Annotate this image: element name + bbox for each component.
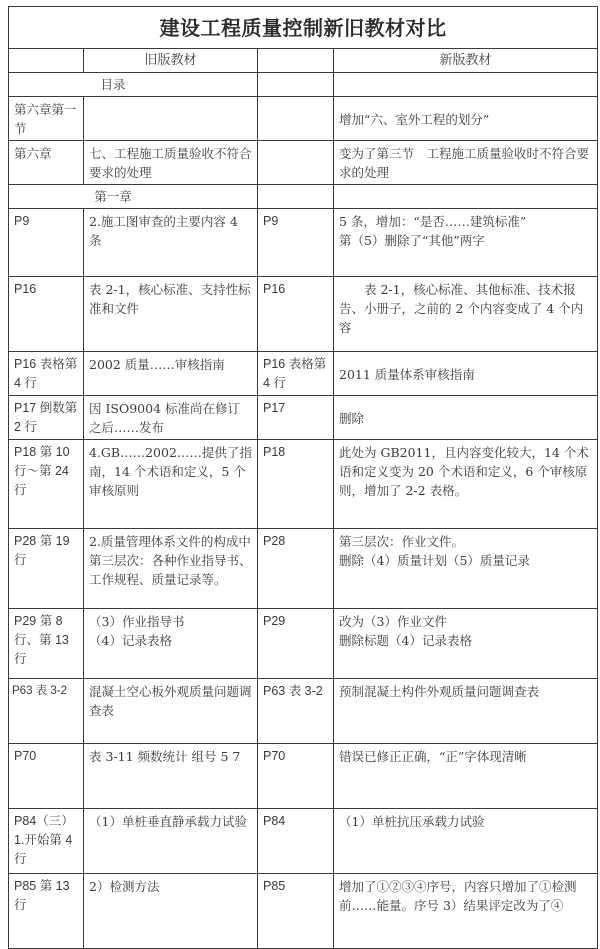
new-location: P63 表 3-2 [258,679,334,744]
new-location: P16 表格第 4 行 [258,352,334,396]
section-toc [9,73,258,97]
new-location: P16 [258,277,334,352]
table-row [9,744,598,809]
table-row [9,141,598,185]
table-row [9,277,598,352]
old-content: 2.质量管理体系文件的构成中第三层次：各种作业指导书、工作规程、质量记录等。 [84,529,258,609]
section-blank [334,73,598,97]
old-content: 4.GB……2002……提供了指南，14 个术语和定义，5 个审核原则 [84,440,258,529]
page-title: 建设工程质量控制新旧教材对比 [9,7,598,49]
new-location: P28 [258,529,334,609]
section-blank [258,73,334,97]
new-content [334,209,598,277]
table-row [9,440,598,529]
new-location: P18 [258,440,334,529]
comparison-table [8,6,598,949]
new-content-line: 5 条，增加：“是否……建筑标准” [339,214,527,229]
old-content: （1）单桩垂直静承载力试验 [84,809,258,874]
old-content-line: （3）作业指导书 [89,614,185,629]
new-location: P85 [258,874,334,949]
new-content-line: 改为（3）作业文件 [339,614,447,629]
section-row-toc [9,73,598,97]
new-content: 表 2-1，核心标准、其他标准、技术报告、小册子，之前的 2 个内容变成了 4 个内容 [334,277,598,352]
table-row [9,97,598,141]
header-blank [9,49,84,73]
new-content-line: 删除（4）质量计划（5）质量记录 [339,553,530,568]
new-content: 增加了①②③④序号，内容只增加了①检测前……能量。序号 3）结果评定改为了④ [334,874,598,949]
new-content [334,529,598,609]
old-location: P29 第 8 行、第 13 行 [9,609,84,679]
old-content [84,97,258,141]
table-row [9,209,598,277]
table-row [9,874,598,949]
new-content: 错误已修正正确，“正”字体现清晰 [334,744,598,809]
old-location: 第六章第一节 [9,97,84,141]
old-location: P17 倒数第 2 行 [9,396,84,440]
new-location [258,97,334,141]
new-location: P9 [258,209,334,277]
new-location: P70 [258,744,334,809]
old-content: 表 2-1，核心标准、支持性标准和文件 [84,277,258,352]
old-content-line: （4）记录表格 [89,633,172,648]
header-new: 新版教材 [334,49,598,73]
table-row [9,352,598,396]
old-location: P16 表格第 4 行 [9,352,84,396]
new-content: 变为了第三节 工程施工质量验收时不符合要求的处理 [334,141,598,185]
old-location: P9 [9,209,84,277]
old-location: P16 [9,277,84,352]
old-content: 2）检测方法 [84,874,258,949]
new-content-line: 第（5）删除了“其他”两字 [339,233,485,248]
old-location: P63 表 3-2 [9,679,84,744]
table-row [9,609,598,679]
header-blank [258,49,334,73]
title-row [9,7,598,49]
old-content: 七、工程施工质量验收不符合要求的处理 [84,141,258,185]
header-old: 旧版教材 [84,49,258,73]
new-content: 2011 质量体系审核指南 [334,352,598,396]
section-label: 目录 [100,77,126,92]
old-content: 2.施工图审查的主要内容 4 条 [84,209,258,277]
old-content: 混凝土空心板外观质量问题调查表 [84,679,258,744]
new-content: 此处为 GB2011，且内容变化较大，14 个术语和定义变为 20 个术语和定义，6 个审核原则，增加了 2-2 表格。 [334,440,598,529]
old-location: P84（三）1.开始第 4 行 [9,809,84,874]
old-location: P28 第 19 行 [9,529,84,609]
table-row [9,396,598,440]
new-location [258,141,334,185]
section-row-chapter1 [9,185,598,209]
table-row [9,809,598,874]
section-chapter1 [9,185,258,209]
new-content: （1）单桩抗压承载力试验 [334,809,598,874]
new-content-line: 第三层次：作业文件。 [339,534,465,549]
section-label: 第一章 [94,189,132,204]
old-content: 2002 质量……审核指南 [84,352,258,396]
new-content [334,609,598,679]
old-content: 表 3-11 频数统计 组号 5 7 [84,744,258,809]
old-content: 因 ISO9004 标准尚在修订之后……发布 [84,396,258,440]
new-location: P17 [258,396,334,440]
new-content-line: 删除标题（4）记录表格 [339,633,472,648]
new-location: P84 [258,809,334,874]
table-row [9,529,598,609]
table-row [9,679,598,744]
old-location: P85 第 13 行 [9,874,84,949]
new-content: 增加“六、室外工程的划分” [334,97,598,141]
new-content: 预制混凝土构件外观质量问题调查表 [334,679,598,744]
old-location: P18 第 10 行～第 24 行 [9,440,84,529]
section-blank [334,185,598,209]
old-content [84,609,258,679]
old-location: P70 [9,744,84,809]
old-location: 第六章 [9,141,84,185]
new-location: P29 [258,609,334,679]
header-row [9,49,598,73]
section-blank [258,185,334,209]
new-content: 删除 [334,396,598,440]
